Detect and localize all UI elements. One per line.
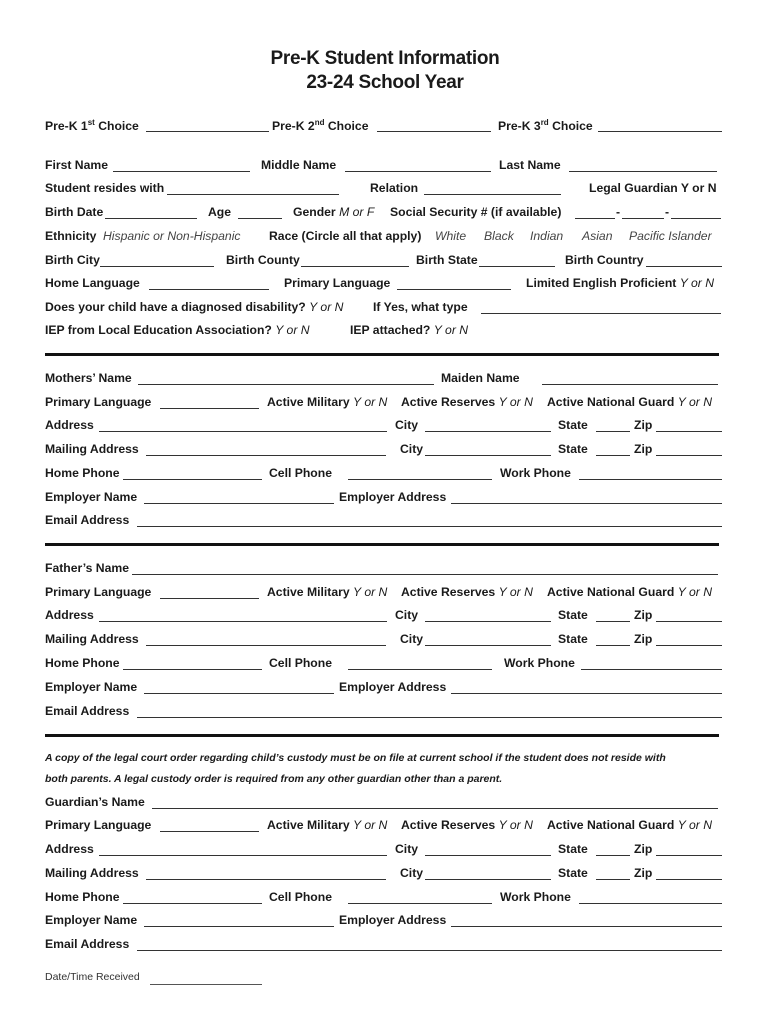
mother-active-reserves: Active Reserves Y or N [401,395,533,409]
guardian-employer-address-label: Employer Address [339,913,447,927]
mother-employer-name-label: Employer Name [45,490,138,504]
mother-employer-address-label: Employer Address [339,490,447,504]
guardian-state-label: State [558,842,588,856]
father-mailing-zip-label: Zip [634,632,653,646]
last-name-label: Last Name [499,158,561,172]
resides-with-field[interactable] [167,194,339,195]
guardian-name-row [45,795,725,813]
iep-lea-question: IEP from Local Education Association? Y or N [45,323,310,337]
maiden-name-field[interactable] [542,384,718,385]
home-language-label: Home Language [45,276,140,290]
father-language-row [45,585,725,603]
guardian-home-phone-label: Home Phone [45,890,120,904]
date-time-received-field[interactable] [150,984,262,985]
mother-mailing-field[interactable] [146,455,386,456]
father-mailing-state-label: State [558,632,588,646]
mother-state-field[interactable] [596,431,630,432]
father-email-label: Email Address [45,704,130,718]
father-email-row [45,704,725,722]
father-state-label: State [558,608,588,622]
guardian-work-phone-field[interactable] [579,903,722,904]
mother-address-row [45,418,725,436]
middle-name-field[interactable] [345,171,491,172]
primary-language-label: Primary Language [284,276,391,290]
race-asian[interactable]: Asian [582,229,613,243]
guardian-address-field[interactable] [99,855,387,856]
guardian-name-label: Guardian’s Name [45,795,145,809]
resides-with-label: Student resides with [45,181,165,195]
ethnicity-options[interactable]: Hispanic or Non-Hispanic [103,229,241,243]
guardian-email-row [45,937,725,955]
disability-row [45,300,725,318]
guardian-zip-field[interactable] [656,855,722,856]
guardian-email-field[interactable] [137,950,722,951]
father-zip-field[interactable] [656,621,722,622]
race-indian[interactable]: Indian [530,229,564,243]
father-email-field[interactable] [137,717,722,718]
guardian-email-label: Email Address [45,937,130,951]
race-white[interactable]: White [435,229,467,243]
guardian-cell-phone-field[interactable] [348,903,492,904]
age-field[interactable] [238,218,282,219]
ethnicity-row [45,229,725,247]
mother-email-row [45,513,725,531]
guardian-city-field[interactable] [425,855,551,856]
father-name-label: Father’s Name [45,561,129,575]
mother-employer-address-field[interactable] [451,503,722,504]
birth-date-field[interactable] [105,218,197,219]
mother-name-field[interactable] [138,384,434,385]
ssn-label: Social Security # (if available) [390,205,562,219]
mother-employer-name-field[interactable] [144,503,334,504]
choices-row [45,118,725,136]
mother-active-guard: Active National Guard Y or N [547,395,713,409]
father-zip-label: Zip [634,608,653,622]
section-divider [45,353,719,356]
guardian-active-military: Active Military Y or N [267,818,388,832]
guardian-mailing-zip-field[interactable] [656,879,722,880]
ssn-field-2[interactable] [622,218,664,219]
guardian-mailing-state-label: State [558,866,588,880]
gender-label: Gender M or F [293,205,375,219]
choice-1-field[interactable] [146,131,269,132]
section-divider [45,543,719,546]
father-active-military: Active Military Y or N [267,585,388,599]
birth-country-field[interactable] [646,266,722,267]
mother-phone-row [45,466,725,484]
guardian-mailing-field[interactable] [146,879,386,880]
father-mailing-row [45,632,725,650]
guardian-address-label: Address [45,842,94,856]
birth-date-label: Birth Date [45,205,104,219]
father-city-label: City [395,608,419,622]
resides-row [45,181,725,199]
mother-active-military: Active Military Y or N [267,395,388,409]
father-state-field[interactable] [596,621,630,622]
guardian-primary-language-field[interactable] [160,831,259,832]
mother-mailing-row [45,442,725,460]
choice-3-field[interactable] [598,131,722,132]
father-mailing-zip-field[interactable] [656,645,722,646]
father-active-guard: Active National Guard Y or N [547,585,713,599]
choice-2-label: Pre-K 2nd Choice [272,118,369,134]
relation-label: Relation [370,181,419,195]
mother-city-label: City [395,418,419,432]
guardian-employer-row [45,913,725,931]
guardian-active-guard: Active National Guard Y or N [547,818,713,832]
birth-county-field[interactable] [301,266,409,267]
guardian-mailing-city-field[interactable] [425,879,551,880]
father-name-field[interactable] [132,574,718,575]
father-employer-name-field[interactable] [144,693,334,694]
father-employer-address-label: Employer Address [339,680,447,694]
disability-question: Does your child have a diagnosed disability? Y or N [45,300,344,314]
mother-cell-phone-label: Cell Phone [269,466,332,480]
mother-address-label: Address [45,418,94,432]
date-time-received-label: Date/Time Received [45,971,140,983]
ssn-field-1[interactable] [575,218,615,219]
if-yes-label: If Yes, what type [373,300,468,314]
page-subtitle: 23-24 School Year [306,72,464,93]
birth-date-row: Birth Date Age Gender M or F Social Security # (if available) - - [45,205,725,223]
father-home-phone-label: Home Phone [45,656,120,670]
mother-address-field[interactable] [99,431,387,432]
father-mailing-city-label: City [400,632,424,646]
father-primary-language-field[interactable] [160,598,259,599]
birth-city-field[interactable] [100,266,214,267]
birth-city-label: Birth City [45,253,100,267]
legal-guardian-label: Legal Guardian Y or N [589,181,717,195]
guardian-active-reserves: Active Reserves Y or N [401,818,533,832]
iep-row [45,323,725,341]
custody-note-line-2: both parents. A legal custody order is required from any other guardian other than a parent. [45,773,503,785]
last-name-field[interactable] [569,171,717,172]
home-language-field[interactable] [149,289,269,290]
race-pacific-islander[interactable]: Pacific Islander [629,229,712,243]
maiden-name-label: Maiden Name [441,371,520,385]
guardian-language-row [45,818,725,836]
guardian-zip-label: Zip [634,842,653,856]
guardian-primary-language-label: Primary Language [45,818,152,832]
father-address-row [45,608,725,626]
mother-cell-phone-field[interactable] [348,479,492,480]
father-employer-name-label: Employer Name [45,680,138,694]
lep-label: Limited English Proficient Y or N [526,276,715,290]
iep-attached-question: IEP attached? Y or N [350,323,469,337]
guardian-mailing-state-field[interactable] [596,879,630,880]
mother-language-row [45,395,725,413]
father-home-phone-field[interactable] [123,669,262,670]
father-cell-phone-label: Cell Phone [269,656,332,670]
mother-mailing-label: Mailing Address [45,442,139,456]
custody-note-line-1: A copy of the legal court order regarding child’s custody must be on file at current school if the student does not reside with [45,752,666,764]
choice-1-label: Pre-K 1st Choice [45,118,139,134]
section-divider [45,734,719,737]
father-mailing-city-field[interactable] [425,645,551,646]
guardian-mailing-city-label: City [400,866,424,880]
mother-email-field[interactable] [137,526,722,527]
guardian-state-field[interactable] [596,855,630,856]
father-cell-phone-field[interactable] [348,669,492,670]
guardian-employer-name-field[interactable] [144,926,334,927]
guardian-address-row [45,842,725,860]
mother-name-row [45,371,725,389]
birth-state-field[interactable] [479,266,555,267]
mother-employer-row [45,490,725,508]
mother-primary-language-label: Primary Language [45,395,152,409]
mother-state-label: State [558,418,588,432]
mother-mailing-state-label: State [558,442,588,456]
ssn-field-3[interactable] [671,218,721,219]
mother-mailing-zip-label: Zip [634,442,653,456]
father-mailing-field[interactable] [146,645,386,646]
relation-field[interactable] [424,194,561,195]
language-row [45,276,725,294]
birth-county-label: Birth County [226,253,300,267]
father-address-label: Address [45,608,94,622]
mother-work-phone-field[interactable] [579,479,722,480]
father-address-field[interactable] [99,621,387,622]
primary-language-field[interactable] [397,289,511,290]
guardian-mailing-zip-label: Zip [634,866,653,880]
father-employer-address-field[interactable] [451,693,722,694]
father-mailing-state-field[interactable] [596,645,630,646]
guardian-phone-row [45,890,725,908]
father-city-field[interactable] [425,621,551,622]
mother-email-label: Email Address [45,513,130,527]
birth-place-row [45,253,725,271]
father-employer-row [45,680,725,698]
guardian-cell-phone-label: Cell Phone [269,890,332,904]
student-name-row [45,158,725,176]
disability-type-field[interactable] [481,313,721,314]
mother-name-label: Mothers’ Name [45,371,132,385]
mother-home-phone-field[interactable] [123,479,262,480]
guardian-name-field[interactable] [152,808,718,809]
race-black[interactable]: Black [484,229,514,243]
mother-mailing-zip-field[interactable] [656,455,722,456]
father-work-phone-label: Work Phone [504,656,575,670]
mother-mailing-city-label: City [400,442,424,456]
father-phone-row [45,656,725,674]
mother-primary-language-field[interactable] [160,408,259,409]
guardian-mailing-row [45,866,725,884]
choice-2-field[interactable] [377,131,491,132]
guardian-work-phone-label: Work Phone [500,890,571,904]
mother-city-field[interactable] [425,431,551,432]
middle-name-label: Middle Name [261,158,337,172]
mother-mailing-state-field[interactable] [596,455,630,456]
mother-zip-label: Zip [634,418,653,432]
birth-state-label: Birth State [416,253,478,267]
birth-country-label: Birth Country [565,253,644,267]
guardian-home-phone-field[interactable] [123,903,262,904]
father-name-row [45,561,725,579]
first-name-field[interactable] [113,171,250,172]
mother-work-phone-label: Work Phone [500,466,571,480]
father-mailing-label: Mailing Address [45,632,139,646]
guardian-mailing-label: Mailing Address [45,866,139,880]
mother-mailing-city-field[interactable] [425,455,551,456]
mother-zip-field[interactable] [656,431,722,432]
father-primary-language-label: Primary Language [45,585,152,599]
guardian-employer-address-field[interactable] [451,926,722,927]
page-title: Pre-K Student Information [270,48,500,69]
father-active-reserves: Active Reserves Y or N [401,585,533,599]
race-label: Race (Circle all that apply) [269,229,422,243]
age-label: Age [208,205,232,219]
father-work-phone-field[interactable] [581,669,722,670]
choice-3-label: Pre-K 3rd Choice [498,118,593,134]
guardian-employer-name-label: Employer Name [45,913,138,927]
guardian-city-label: City [395,842,419,856]
ethnicity-label: Ethnicity [45,229,97,243]
first-name-label: First Name [45,158,108,172]
mother-home-phone-label: Home Phone [45,466,120,480]
